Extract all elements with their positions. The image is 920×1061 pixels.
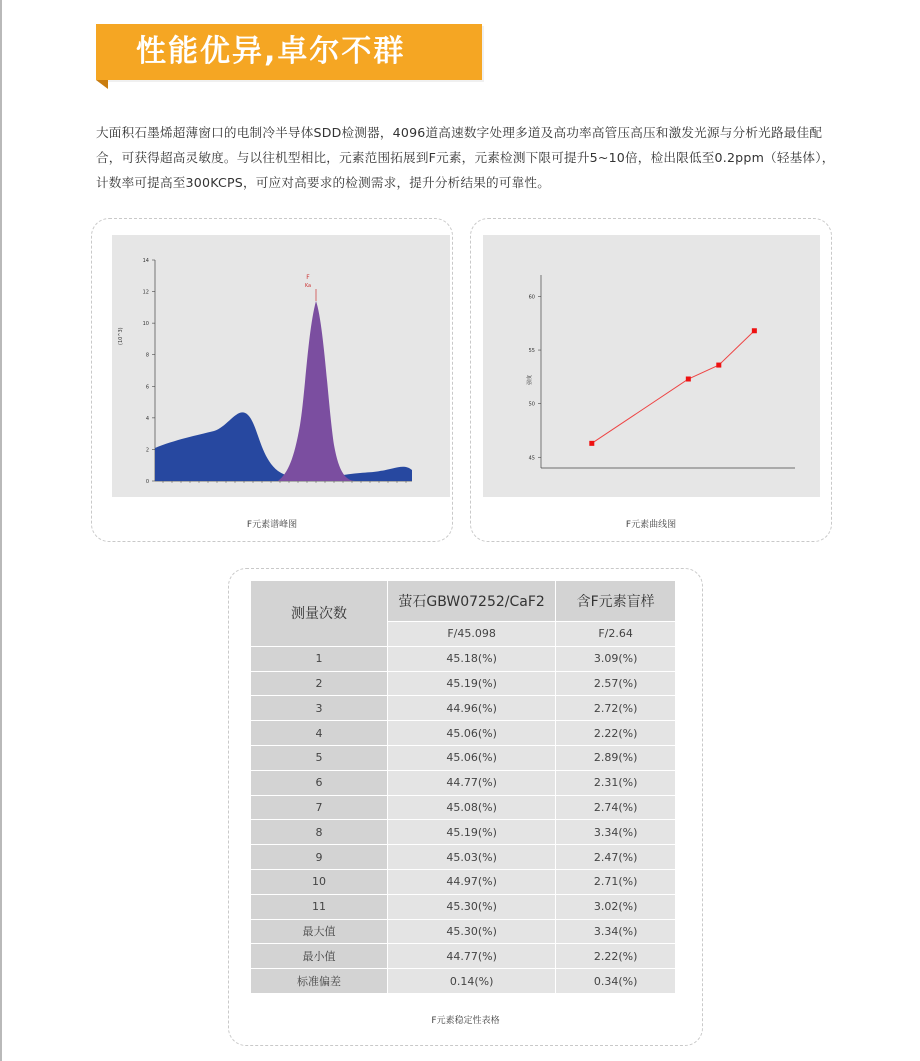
curve-data-point [716, 363, 721, 368]
blind-sample-value: 2.22(%) [556, 721, 676, 746]
row-label: 10 [251, 869, 388, 894]
spectrum-y-tick-label: 6 [145, 384, 149, 391]
row-label: 9 [251, 845, 388, 870]
row-label: 8 [251, 820, 388, 845]
row-label: 4 [251, 721, 388, 746]
row-label: 最小值 [251, 944, 388, 969]
table-caption: F元素稳定性表格 [431, 1016, 500, 1026]
curve-data-point [686, 377, 691, 382]
table-row [251, 770, 676, 795]
row-label: 1 [251, 646, 388, 671]
spectrum-y-tick-label: 4 [145, 415, 149, 422]
spectrum-f-peak [278, 301, 356, 481]
blind-sample-value: 2.71(%) [556, 869, 676, 894]
fluorite-value: 45.03(%) [388, 845, 556, 870]
curve-data-point [752, 328, 757, 333]
fluorite-value: 44.97(%) [388, 869, 556, 894]
blind-sample-value: 2.89(%) [556, 745, 676, 770]
curve-y-tick-label: 60 [528, 294, 535, 301]
banner-fold [96, 80, 108, 89]
reference-fluorite: F/45.098 [388, 622, 556, 647]
fluorite-value: 45.18(%) [388, 646, 556, 671]
fluorite-value: 44.96(%) [388, 696, 556, 721]
row-label: 最大值 [251, 919, 388, 944]
fluorite-value: 45.19(%) [388, 671, 556, 696]
blind-sample-value: 2.31(%) [556, 770, 676, 795]
table-row [251, 919, 676, 944]
row-label: 5 [251, 745, 388, 770]
header-blind-sample: 含F元素盲样 [556, 581, 676, 622]
spectrum-peak-label: F [306, 274, 310, 281]
spectrum-y-tick-label: 12 [142, 289, 149, 296]
intro-paragraph: 大面积石墨烯超薄窗口的电制冷半导体SDD检测器，4096道高速数字处理多道及高功率高管压高压和激发光源与分析光路最佳配合，可获得超高灵敏度。与以往机型相比，元素范围拓展到F元素，元素检测下限可提升5~10倍，检出限低至0.2ppm（轻基体），计数率可提高至300KCPS，可应对高要求的检测需求，提升分析结果的可靠性。 [96, 125, 835, 190]
spectrum-caption: F元素谱峰图 [246, 520, 298, 530]
blind-sample-value: 3.09(%) [556, 646, 676, 671]
spectrum-background-band [155, 412, 412, 481]
curve-data-point [589, 441, 594, 446]
spectrum-y-tick-label: 14 [142, 258, 149, 264]
spectrum-y-tick-label: 0 [145, 479, 149, 485]
curve-y-label: 强度 [527, 374, 533, 385]
table-header-row [251, 581, 676, 622]
header-measure-count: 测量次数 [251, 581, 388, 647]
fluorite-value: 45.08(%) [388, 795, 556, 820]
spectrum-y-tick-label: 8 [145, 352, 149, 359]
spectrum-chart [112, 235, 450, 497]
table-row [251, 845, 676, 870]
fluorite-value: 45.30(%) [388, 919, 556, 944]
table-row [251, 969, 676, 994]
table-row [251, 869, 676, 894]
fluorite-value: 45.06(%) [388, 721, 556, 746]
header-fluorite: 萤石GBW07252/CaF2 [388, 581, 556, 622]
page-left-rule [0, 0, 2, 1061]
fluorite-value: 45.19(%) [388, 820, 556, 845]
fluorite-value: 45.30(%) [388, 894, 556, 919]
blind-sample-value: 2.47(%) [556, 845, 676, 870]
fluorite-value: 44.77(%) [388, 944, 556, 969]
blind-sample-value: 2.22(%) [556, 944, 676, 969]
table-row [251, 721, 676, 746]
curve-y-tick-label: 50 [528, 401, 535, 408]
table-row [251, 696, 676, 721]
spectrum-card [91, 218, 453, 542]
curve-caption: F元素曲线图 [625, 520, 677, 530]
section-banner [96, 24, 482, 80]
spectrum-y-tick-label: 2 [145, 447, 149, 454]
row-label: 7 [251, 795, 388, 820]
curve-y-tick-label: 45 [528, 455, 535, 462]
row-label: 标准偏差 [251, 969, 388, 994]
table-row [251, 745, 676, 770]
reference-blind-sample: F/2.64 [556, 622, 676, 647]
spectrum-chart-bg [112, 235, 450, 497]
table-row [251, 820, 676, 845]
row-label: 2 [251, 671, 388, 696]
banner-title: 性能优异,卓尔不群 [136, 34, 406, 69]
blind-sample-value: 2.72(%) [556, 696, 676, 721]
blind-sample-value: 3.02(%) [556, 894, 676, 919]
fluorite-value: 44.77(%) [388, 770, 556, 795]
row-label: 6 [251, 770, 388, 795]
curve-chart [483, 235, 820, 497]
curve-fit-line [592, 331, 755, 444]
spectrum-y-label: (10^3) [118, 327, 124, 345]
row-label: 11 [251, 894, 388, 919]
fluorite-value: 45.06(%) [388, 745, 556, 770]
blind-sample-value: 2.74(%) [556, 795, 676, 820]
table-row [251, 795, 676, 820]
blind-sample-value: 3.34(%) [556, 820, 676, 845]
row-label: 3 [251, 696, 388, 721]
spectrum-peak-sublabel: Ka [304, 283, 312, 289]
blind-sample-value: 0.34(%) [556, 969, 676, 994]
curve-chart-bg [483, 235, 820, 497]
curve-y-tick-label: 55 [528, 348, 535, 355]
table-row [251, 944, 676, 969]
blind-sample-value: 3.34(%) [556, 919, 676, 944]
table-row [251, 671, 676, 696]
stability-table [250, 580, 676, 994]
table-row [251, 894, 676, 919]
spectrum-y-tick-label: 10 [142, 321, 149, 328]
fluorite-value: 0.14(%) [388, 969, 556, 994]
curve-card [470, 218, 832, 542]
blind-sample-value: 2.57(%) [556, 671, 676, 696]
table-row [251, 646, 676, 671]
